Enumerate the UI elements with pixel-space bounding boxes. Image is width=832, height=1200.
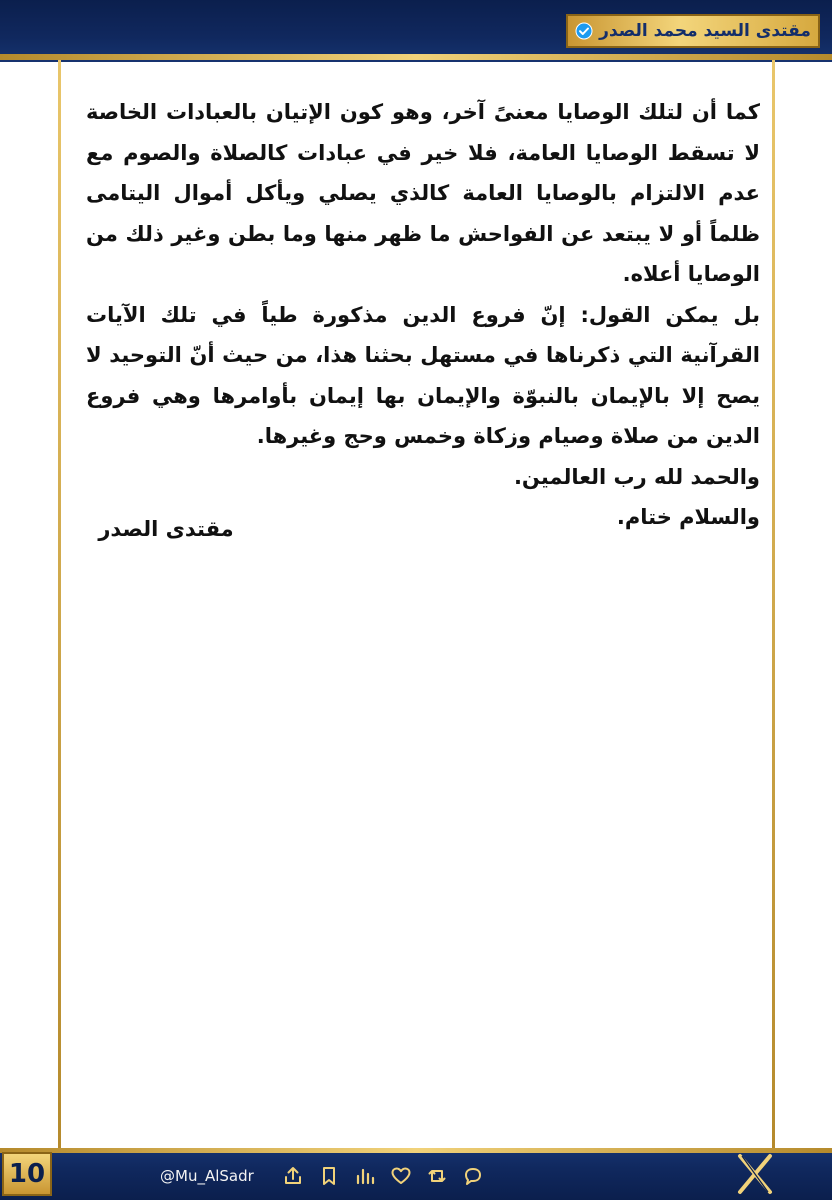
page-number: 10 xyxy=(2,1152,52,1196)
reply-comment-icon[interactable] xyxy=(462,1165,484,1187)
retweet-icon[interactable] xyxy=(426,1165,448,1187)
paragraph-2: بل يمكن القول: إنّ فروع الدين مذكورة طياً في تلك الآيات القرآنية التي ذكرناها في مستهل بحثنا هذا، من حيث أنّ التوحيد لا يصح إلا بالإيمان بالنبوّة والإيمان بها إيمان بأوامرها وهي فروع الدين من صلاة وصيام وزكاة وخمس وحج وغيرها. xyxy=(86,302,760,448)
left-gold-border xyxy=(58,60,61,1150)
analytics-icon[interactable] xyxy=(354,1165,376,1187)
share-icon[interactable] xyxy=(282,1165,304,1187)
right-gold-border xyxy=(772,60,775,1150)
signature: مقتدى الصدر xyxy=(98,517,234,541)
like-heart-icon[interactable] xyxy=(390,1165,412,1187)
letter-body xyxy=(86,92,760,538)
x-logo-icon xyxy=(720,1152,790,1196)
header-banner xyxy=(566,14,820,48)
bookmark-icon[interactable] xyxy=(318,1165,340,1187)
paragraph-closing-praise: والحمد لله رب العالمين. xyxy=(513,464,760,489)
footer-social-bar xyxy=(160,1158,530,1194)
paragraph-1: كما أن لتلك الوصايا معنىً آخر، وهو كون الإتيان بالعبادات الخاصة لا تسقط الوصايا العامة، فلا خير في عبادات كالصلاة والصوم مع عدم الالتزام بالوصايا العامة كالذي يصلي ويأكل أموال اليتامى ظلماً أو لا يبتعد عن الفواحش ما ظهر منها وما بطن وغير ذلك من الوصايا أعلاه. xyxy=(86,100,760,286)
verified-badge-icon xyxy=(575,22,593,40)
footer-gold-line xyxy=(0,1148,832,1153)
header-gold-line xyxy=(0,54,832,60)
twitter-handle[interactable]: @Mu_AlSadr xyxy=(160,1167,254,1185)
paragraph-closing-salam: والسلام ختام. xyxy=(616,505,760,529)
header-title: مقتدى السيد محمد الصدر xyxy=(599,21,811,41)
